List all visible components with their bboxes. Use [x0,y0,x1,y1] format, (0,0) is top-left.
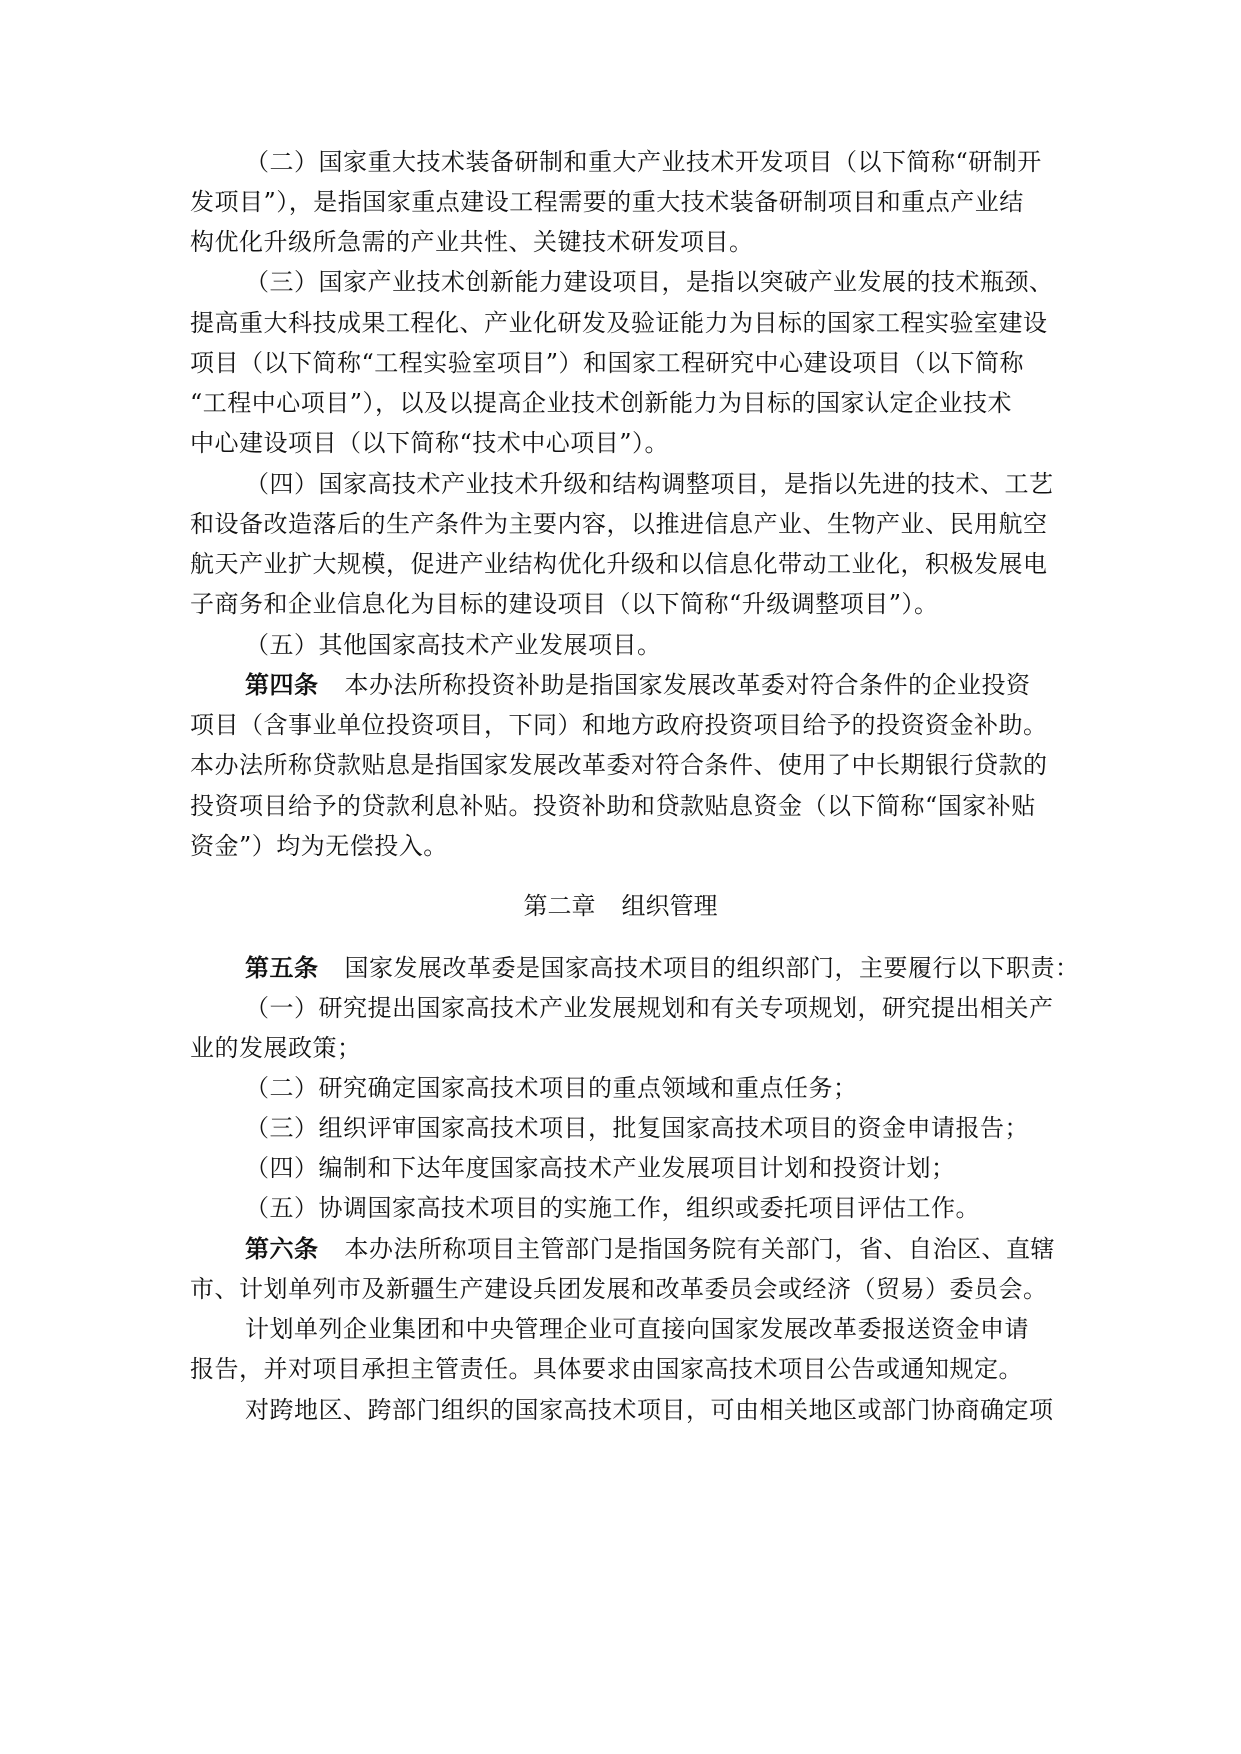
article-6-label: 第六条 [245,1234,319,1263]
chapter-heading [0,888,1241,924]
article-6-paragraph-2-line-1: 计划单列企业集团和中央管理企业可直接向国家发展改革委报送资金申请 [245,1315,1029,1343]
article-6-line-2: 市、计划单列市及新疆生产建设兵团发展和改革委员会或经济（贸易）委员会。 [190,1275,1048,1303]
paragraph-5-line-1: （五）其他国家高技术产业发展项目。 [245,631,662,659]
article-6-paragraph-2-line-2: 报告，并对项目承担主管责任。具体要求由国家高技术项目公告或通知规定。 [190,1355,1023,1383]
paragraph-3-line-4: “工程中心项目”），以及以提高企业技术创新能力为目标的国家认定企业技术 [190,389,1013,417]
chapter-title: 组织管理 [621,892,718,920]
paragraph-4-line-4: 子商务和企业信息化为目标的建设项目（以下简称“升级调整项目”）。 [190,590,939,618]
article-5-text: 国家发展改革委是国家高技术项目的组织部门，主要履行以下职责： [344,954,1080,982]
paragraph-2-line-2: 发项目”），是指国家重点建设工程需要的重大技术装备研制项目和重点产业结 [190,188,1024,216]
paragraph-4-line-1: （四）国家高技术产业技术升级和结构调整项目，是指以先进的技术、工艺 [245,470,1054,498]
article-6-line-1 [245,1231,1070,1267]
article-5-item-1-line-2: 业的发展政策； [190,1034,362,1062]
paragraph-4-line-2: 和设备改造落后的生产条件为主要内容，以推进信息产业、生物产业、民用航空 [190,510,1048,538]
article-6-paragraph-3-line-1: 对跨地区、跨部门组织的国家高技术项目，可由相关地区或部门协商确定项 [245,1396,1054,1424]
article-4-line-2: 项目（含事业单位投资项目，下同）和地方政府投资项目给予的投资资金补助。 [190,711,1048,739]
paragraph-4-line-3: 航天产业扩大规模，促进产业结构优化升级和以信息化带动工业化，积极发展电 [190,550,1048,578]
paragraph-3-line-3: 项目（以下简称“工程实验室项目”）和国家工程研究中心建设项目（以下简称 [190,349,1025,377]
paragraph-3-line-2: 提高重大科技成果工程化、产业化研发及验证能力为目标的国家工程实验室建设 [190,309,1048,337]
paragraph-3-line-1: （三）国家产业技术创新能力建设项目，是指以突破产业发展的技术瓶颈、 [245,268,1054,296]
article-5-item-1-line-1: （一）研究提出国家高技术产业发展规划和有关专项规划，研究提出相关产 [245,994,1054,1022]
article-5-item-4: （四）编制和下达年度国家高技术产业发展项目计划和投资计划； [245,1154,956,1182]
article-4-label: 第四条 [245,670,319,699]
chapter-number: 第二章 [523,892,596,920]
article-4-line-5: 资金”）均为无偿投入。 [190,832,448,860]
article-5-item-2: （二）研究确定国家高技术项目的重点领域和重点任务； [245,1074,858,1102]
article-5-line-1 [245,950,1080,986]
article-5-item-5: （五）协调国家高技术项目的实施工作，组织或委托项目评估工作。 [245,1194,980,1222]
article-4-line-1 [245,667,1070,703]
paragraph-3-line-5: 中心建设项目（以下简称“技术中心项目”）。 [190,429,670,457]
article-4-text: 本办法所称投资补助是指国家发展改革委对符合条件的企业投资 [344,671,1031,699]
article-5-label: 第五条 [245,953,319,982]
article-6-text: 本办法所称项目主管部门是指国务院有关部门，省、自治区、直辖 [344,1235,1055,1263]
article-4-line-4: 投资项目给予的贷款利息补贴。投资补助和贷款贴息资金（以下简称“国家补贴 [190,792,1036,820]
article-5-item-3: （三）组织评审国家高技术项目，批复国家高技术项目的资金申请报告； [245,1114,1029,1142]
paragraph-2-line-3: 构优化升级所急需的产业共性、关键技术研发项目。 [190,228,754,256]
article-4-line-3: 本办法所称贷款贴息是指国家发展改革委对符合条件、使用了中长期银行贷款的 [190,751,1048,779]
paragraph-2-line-1: （二）国家重大技术装备研制和重大产业技术开发项目（以下简称“研制开 [245,148,1042,176]
